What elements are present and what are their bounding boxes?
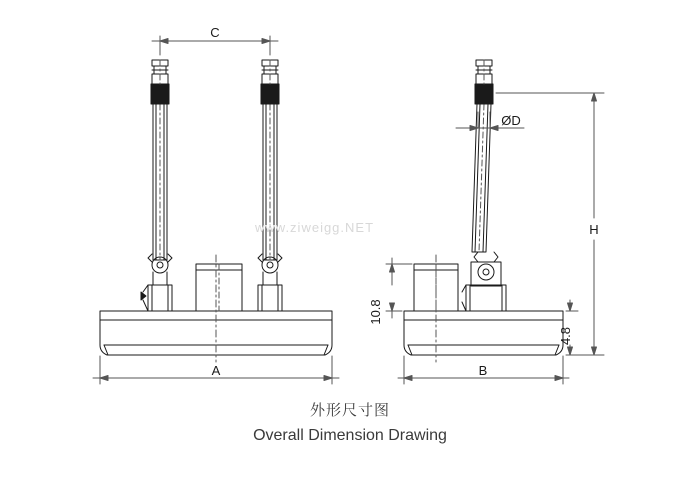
watermark: www.ziweigg.NET xyxy=(255,220,375,235)
dimension-label-diameter-d: ØD xyxy=(501,113,521,128)
caption-chinese: 外形尺寸图 xyxy=(309,402,390,419)
front-left-suspension xyxy=(141,60,172,311)
dimension-label-b: B xyxy=(478,363,488,378)
dimension-label-h: H xyxy=(589,222,599,237)
dimension-10-8 xyxy=(386,258,412,318)
front-terminal-box xyxy=(196,264,242,311)
side-suspension xyxy=(462,60,506,311)
dimension-label-10-8: 10.8 xyxy=(368,299,383,325)
dimension-label-c: C xyxy=(210,25,220,40)
front-right-suspension xyxy=(258,60,282,311)
dimension-label-4-8: 4.8 xyxy=(558,326,573,346)
front-view xyxy=(93,36,339,384)
dimension-label-a: A xyxy=(211,363,221,378)
dimension-h xyxy=(496,93,604,355)
caption-english: Overall Dimension Drawing xyxy=(253,427,447,444)
side-magnet-body xyxy=(404,311,563,355)
caption-block xyxy=(0,400,700,448)
